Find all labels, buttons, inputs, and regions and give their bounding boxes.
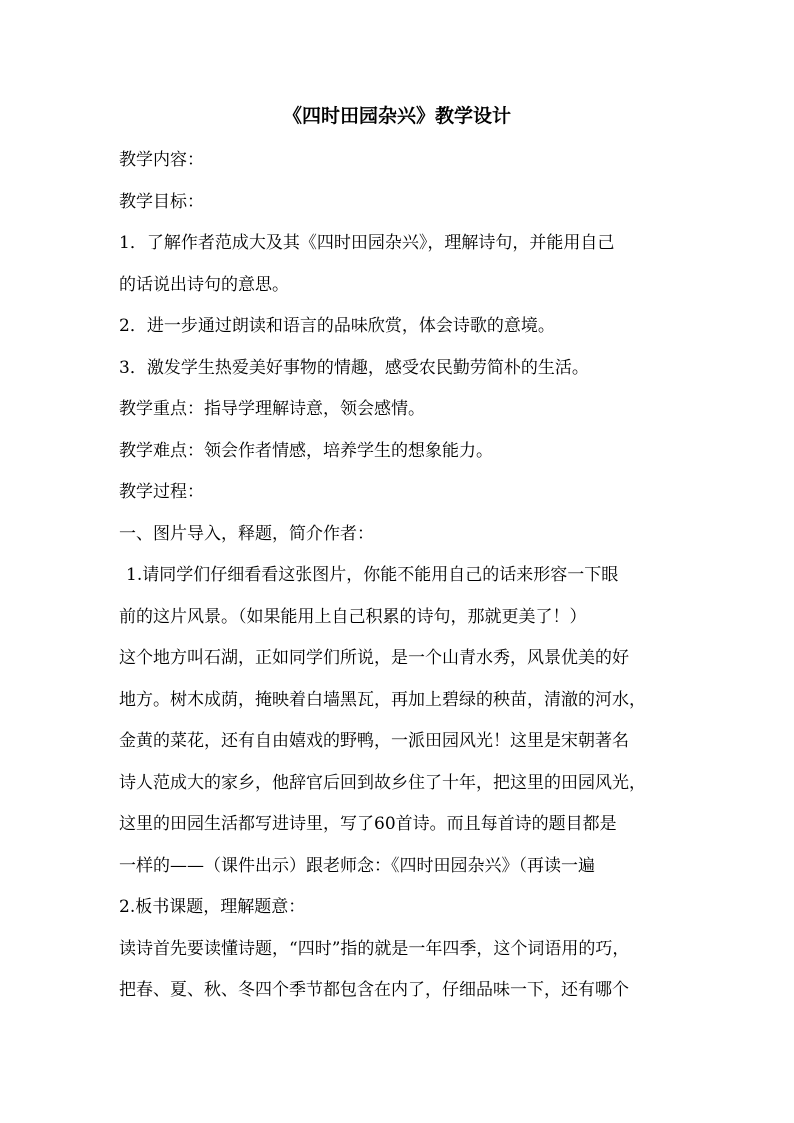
text-line: 教学目标： <box>119 191 204 212</box>
text-line: 3．激发学生热爱美好事物的情趣，感受农民勤劳简朴的生活。 <box>119 357 589 378</box>
document-title: 《四时田园杂兴》教学设计 <box>282 105 511 127</box>
text-line: 一样的——（课件出示）跟老师念：《四时田园杂兴》（再读一遍 <box>119 855 595 876</box>
text-line: 读诗首先要读懂诗题，“四时”指的就是一年四季，这个词语用的巧， <box>119 938 630 959</box>
text-line: 诗人范成大的家乡，他辞官后回到故乡住了十年，把这里的田园风光， <box>119 772 646 793</box>
text-line: 一、图片导入，释题，简介作者： <box>119 523 374 544</box>
text-line: 金黄的菜花，还有自由嬉戏的野鸭，一派田园风光！这里是宋朝著名 <box>119 731 629 751</box>
text-line: 地方。树木成荫，掩映着白墙黑瓦，再加上碧绿的秧苗，清澈的河水， <box>119 689 646 710</box>
text-line: 2.板书课题，理解题意： <box>119 897 306 917</box>
document-body <box>119 140 679 1012</box>
text-line: 教学过程： <box>119 482 204 502</box>
text-line: 1.请同学们仔细看看这张图片，你能不能用自己的话来形容一下眼 <box>126 565 619 585</box>
text-line: 前的这片风景。（如果能用上自己积累的诗句，那就更美了！） <box>119 606 587 627</box>
text-line: 1．了解作者范成大及其《四时田园杂兴》，理解诗句，并能用自己 <box>119 233 615 253</box>
text-line: 的话说出诗句的意思。 <box>119 274 289 295</box>
text-line: 这里的田园生活都写进诗里，写了60首诗。而且每首诗的题目都是 <box>119 814 617 834</box>
text-line: 把春、夏、秋、冬四个季节都包含在内了，仔细品味一下，还有哪个 <box>119 980 629 1000</box>
text-line: 教学重点：指导学理解诗意，领会感情。 <box>119 399 425 419</box>
text-line: 这个地方叫石湖，正如同学们所说，是一个山青水秀，风景优美的好 <box>119 648 629 668</box>
text-line: 2．进一步通过朗读和语言的品味欣赏，体会诗歌的意境。 <box>119 316 555 336</box>
text-line: 教学内容： <box>119 150 204 170</box>
text-line: 教学难点：领会作者情感，培养学生的想象能力。 <box>119 440 493 461</box>
